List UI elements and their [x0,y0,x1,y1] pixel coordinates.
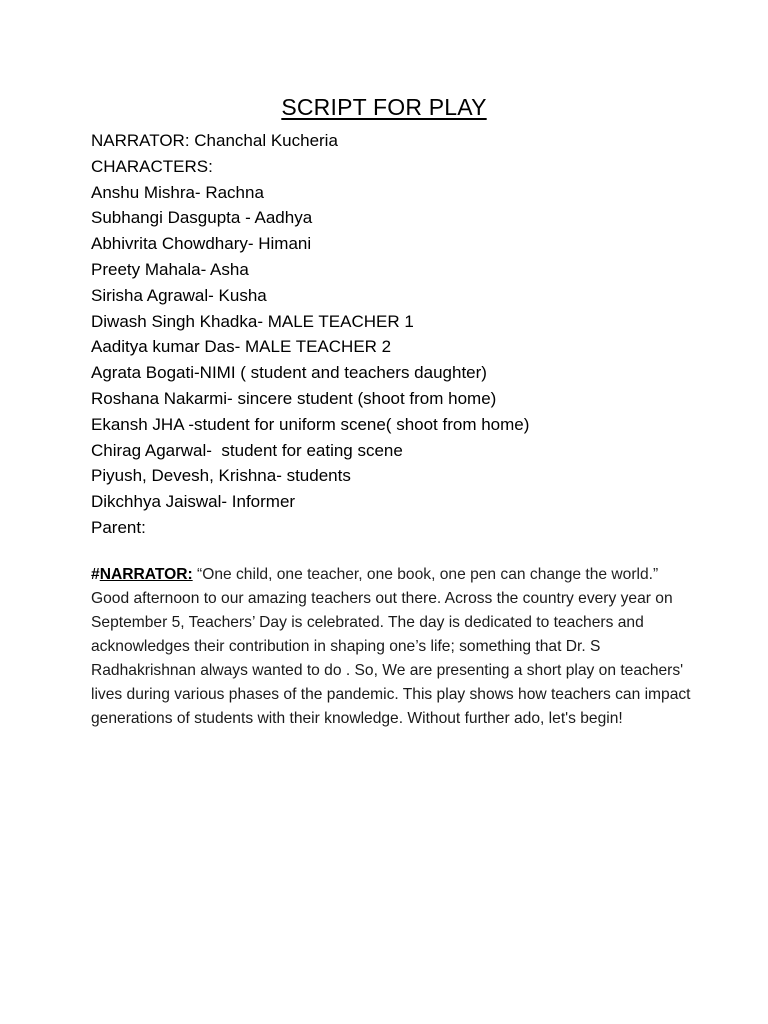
narration-hash: # [91,566,100,583]
cast-line: Sirisha Agrawal- Kusha [91,285,267,305]
narration-block [91,563,691,731]
cast-line-narrator: NARRATOR: Chanchal Kucheria [91,131,338,150]
narration-speaker: NARRATOR: [99,566,193,583]
cast-line-characters-heading: CHARACTERS: [91,156,213,176]
cast-line: Chirag Agarwal- student for eating scene [91,440,403,460]
narration-paragraph: Good afternoon to our amazing teachers out there. Across the country every year on September 5, Teachers’ Day is celebrated. The day is dedicated to teachers and acknowledges their contribution in shaping one’s life; something that Dr. S Radhakrishnan always wanted to do . So, We are presenting a short play on teachers' lives during various phases of the pandemic. This play shows how teachers can impact generations of students with their knowledge. Without further ado, let's begin! [91,590,691,727]
narration-quote: “One child, one teacher, one book, one pen can change the world.” [192,566,659,583]
cast-line: Preety Mahala- Asha [91,259,249,279]
cast-line: Agrata Bogati-NIMI ( student and teachers daughter) [91,363,487,383]
page-title: SCRIPT FOR PLAY [281,94,487,120]
cast-line: Dikchhya Jaiswal- Informer [91,492,296,512]
cast-line: Roshana Nakarmi- sincere student (shoot from home) [91,388,497,408]
cast-line: Anshu Mishra- Rachna [91,182,264,202]
cast-line: Aaditya kumar Das- MALE TEACHER 2 [91,337,392,357]
cast-line-parent: Parent: [91,517,146,537]
cast-line: Subhangi Dasgupta - Aadhya [91,208,313,228]
cast-line: Abhivrita Chowdhary- Himani [91,234,312,254]
cast-line: Diwash Singh Khadka- MALE TEACHER 1 [91,311,414,331]
cast-line: Ekansh JHA -student for uniform scene( shoot from home) [91,414,530,434]
cast-list [91,128,691,541]
cast-line: Piyush, Devesh, Krishna- students [91,466,351,486]
